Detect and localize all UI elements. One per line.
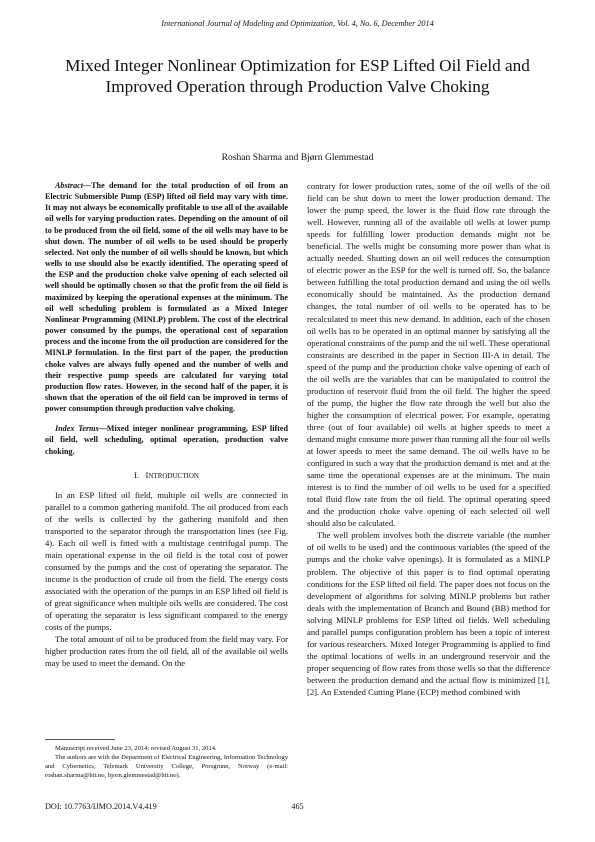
author-list: Roshan Sharma and Bjørn Glemmestad: [221, 152, 374, 163]
index-terms-label: Index Terms—: [55, 424, 107, 434]
footnote-rule: [45, 739, 115, 740]
paper-title: Mixed Integer Nonlinear Optimization for ESP Lifted Oil Field and Improved Operation through Production Valve Choking: [65, 56, 530, 96]
abstract-text: The demand for the total production of oil from an Electric Submersible Pump (ESP) lifted oil field may vary with time. It may not always be economically profitable to use all of the available oil wells for varying production rates. Depending on the amount of oil to be produced from the oil field, some of the oil wells may have to be shut down. The number of oil wells to be used should be properly selected. Not only the number of oil wells should be known, but which wells to use should also be exactly identified. The operating speed of the ESP and the production choke valve opening of each selected oil well should be optimally chosen so that the profit from the oil field is maximized by keeping the operational expenses at the minimum. The oil well scheduling problem is formulated as a Mixed Integer Nonlinear Programming (MINLP) problem. The cost of the electrical power consumed by the pumps, the operational cost of separation process and the income from the oil production are considered for the MINLP formulation. In the first part of the paper, the production choke valves are always fully opened and the number of wells and their respective pump speeds are calculated for varying total production flow rates. However, in the second half of the paper, it is shown that the operation of the oil field can be improved in terms of power consumption through production valve choking.: [45, 181, 288, 414]
section-number: I.: [134, 469, 140, 480]
section-heading: [45, 469, 288, 482]
body-paragraph: contrary for lower production rates, some of the oil wells of the oil field can be shut down to meet the lower production demand. The lower the pump speed, the lower is the fluid flow rate through the well. However, running all of the available oil wells at lower pump speeds for fulfilling lower production demands might not be beneficial. The wells might be consuming more power than what is actually needed. Shutting down an oil well reduces the consumption of electric power as the ESP for the well is turned off. So, the balance between fulfilling the total production demand and using the oil wells economically should be maintained. As the production demand changes, the total number of oil wells to be operated has to be recalculated to meet this new demand. In addition, each of the chosen oil wells has to be operated in an optimal manner by satisfying all the operational constraints of the pump and the oil well. These operational constraints are described in the paper in Section III-A in detail. The speed of the pump and the production choke valve opening of each of the oil wells are the variables that can be manipulated to control the production of reservoir fluid from the oil field. The higher the speed of the pump, the higher the flow rate through the well but also the higher the consumption of electrical power. For example, operating three (out of four available) oil wells at higher speeds to meet a demand might consume more power than running all the four oil wells at lower speeds to meet the same demand. The oil wells have to be configured in such a way that the production demand is met and at the same time the operational expenses are at the minimum. The main interest is to find the number of oil wells to be used for a specified total fluid flow rate from the oil field. The optimal operating speed and the production choke valve opening of each selected oil well should also be calculated.: [307, 181, 550, 529]
section-first-letter: I: [145, 469, 149, 480]
abstract: [45, 180, 288, 414]
right-column: [307, 180, 550, 698]
running-head: International Journal of Modeling and Optimization, Vol. 4, No. 6, December 2014: [161, 19, 434, 28]
footnote: [45, 744, 288, 780]
section-title-rest: NTRODUCTION: [148, 471, 199, 480]
index-terms: [45, 423, 288, 456]
left-column: [45, 180, 288, 670]
index-terms-text: Mixed integer nonlinear programming, ESP lifted oil field, well scheduling, optimal operation, production valve choking.: [45, 424, 288, 456]
footnote-line: The authors are with the Department of Electrical Engineering, Information Technology and Cybernetics, Telemark University College, Porsgrunn, Norway (e-mail: roshan.sharma@hit.no, bjorn.glemmestad@hit.no).: [45, 754, 288, 779]
body-paragraph: The well problem involves both the discrete variable (the number of oil wells to be used) and the continuous variables (the speed of the pumps and the choke valve openings). It is formulated as a MINLP problem. The objective of this paper is to find optimal operating conditions for the ESP lifted oil field. The paper does not focus on the development of algorithms for solving MINLP problems but rather deals with the implementation of Branch and Bound (BB) method for solving MINLP problems for ESP lifted oil fields. Well scheduling and parallel pumps configuration problem has been a topic of interest for various researchers. Mixed Integer Programming is applied to find the optimal locations of wells in an underground reservoir and the proper sequencing of flow rates from those wells so that the difference between the production demand and the actual flow is minimized [1], [2]. An Extended Cutting Plane (ECP) method combined with: [307, 530, 550, 697]
body-paragraph: The total amount of oil to be produced from the field may vary. For higher production rates from the oil field, all of the available oil wells may be used to meet the demand. On the: [45, 634, 288, 669]
abstract-label: Abstract—: [55, 181, 92, 190]
page-number: 465: [291, 802, 304, 811]
footnote-line: Manuscript received June 23, 2014; revised August 31, 2014.: [55, 745, 217, 752]
doi: DOI: 10.7763/IJMO.2014.V4.419: [45, 802, 157, 811]
body-paragraph: In an ESP lifted oil field, multiple oil wells are connected in parallel to a common gathering manifold. The oil produced from each of the wells is collected by the gathering manifold and then transported to the separator through the transportation lines (see Fig. 4). Each oil well is fitted with a multistage centrifugal pump. The main operational expense in the oil field is the total cost of power consumed by the pumps and the cost of operating the separator. The income is the production of crude oil from the field. The energy costs associated with the operation of the pumps in an ESP lifted oil field is of great significance when multiple oils wells are considered. The cost of operating the separator is less significant compared to the energy costs of the pumps.: [45, 489, 288, 633]
